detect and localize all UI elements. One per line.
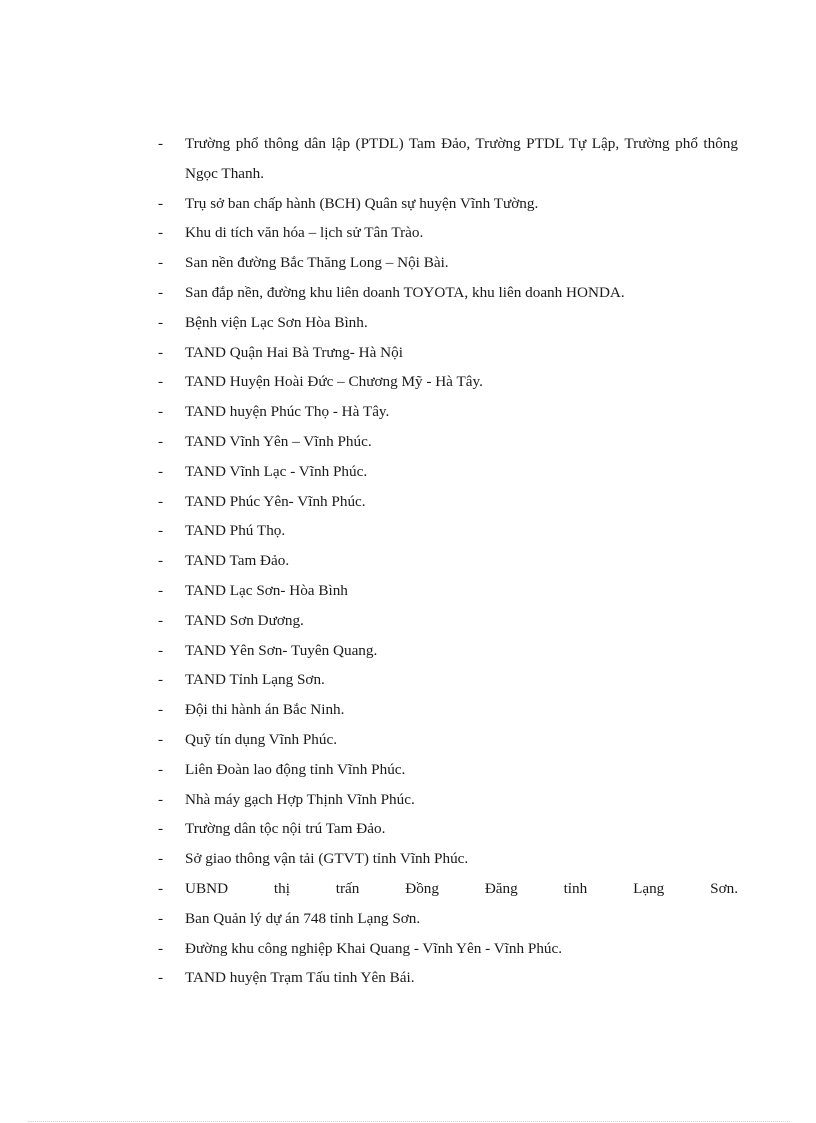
list-bullet: - bbox=[158, 343, 164, 361]
list-item-text: TAND Tỉnh Lạng Sơn. bbox=[185, 671, 325, 689]
list-item-text: San nền đường Bắc Thăng Long – Nội Bài. bbox=[185, 254, 449, 272]
list-item bbox=[158, 636, 738, 666]
list-item bbox=[158, 487, 738, 517]
list-item-text: TAND Sơn Dương. bbox=[185, 611, 304, 629]
list-item-text: TAND Tam Đảo. bbox=[185, 552, 290, 570]
list-bullet: - bbox=[158, 701, 164, 719]
list-item bbox=[158, 278, 738, 308]
list-item-text: Nhà máy gạch Hợp Thịnh Vĩnh Phúc. bbox=[185, 790, 415, 808]
list-item bbox=[158, 308, 738, 338]
list-bullet: - bbox=[158, 850, 164, 868]
list-item bbox=[158, 814, 738, 844]
list-item-text: TAND Yên Sơn- Tuyên Quang. bbox=[185, 641, 378, 659]
list-item-text: TAND Huyện Hoài Đức – Chương Mỹ - Hà Tây. bbox=[185, 373, 483, 391]
list-bullet: - bbox=[158, 432, 164, 450]
list-item-text: Trường dân tộc nội trú Tam Đảo. bbox=[185, 820, 386, 838]
list-bullet: - bbox=[158, 313, 164, 331]
list-item-text: TAND huyện Phúc Thọ - Hà Tây. bbox=[185, 403, 390, 421]
list-item bbox=[158, 248, 738, 278]
list-bullet: - bbox=[158, 135, 164, 152]
list-item-text: TAND Vĩnh Yên – Vĩnh Phúc. bbox=[185, 432, 372, 450]
list-item-text: Trường phổ thông dân lập (PTDL) Tam Đảo, Trường PTDL Tự Lập, Trường phổ thông Ngọc Thanh. bbox=[185, 135, 738, 182]
list-bullet: - bbox=[158, 730, 164, 748]
list-item bbox=[158, 934, 738, 964]
list-bullet: - bbox=[158, 224, 164, 242]
list-bullet: - bbox=[158, 760, 164, 778]
list-item bbox=[158, 397, 738, 427]
list-item-text: Đội thi hành án Bắc Ninh. bbox=[185, 701, 345, 719]
page-bottom-divider bbox=[28, 1121, 790, 1122]
list-item bbox=[158, 189, 738, 219]
list-item bbox=[158, 904, 738, 934]
list-item bbox=[158, 695, 738, 725]
list-bullet: - bbox=[158, 939, 164, 957]
list-item-text: Trụ sở ban chấp hành (BCH) Quân sự huyện Vĩnh Tường. bbox=[185, 194, 539, 212]
list-bullet: - bbox=[158, 283, 164, 301]
list-bullet: - bbox=[158, 820, 164, 838]
list-item-text: Ban Quản lý dự án 748 tỉnh Lạng Sơn. bbox=[185, 909, 421, 927]
list-item-text: Khu di tích văn hóa – lịch sử Tân Trào. bbox=[185, 224, 424, 242]
list-item bbox=[158, 129, 738, 189]
list-bullet: - bbox=[158, 194, 164, 212]
list-item bbox=[158, 367, 738, 397]
list-item bbox=[158, 755, 738, 785]
list-bullet: - bbox=[158, 581, 164, 599]
list-item bbox=[158, 606, 738, 636]
list-bullet: - bbox=[158, 969, 164, 987]
list-bullet: - bbox=[158, 522, 164, 540]
list-item-text: Bệnh viện Lạc Sơn Hòa Bình. bbox=[185, 313, 368, 331]
list-item-text: Liên Đoàn lao động tỉnh Vĩnh Phúc. bbox=[185, 760, 406, 778]
list-item bbox=[158, 665, 738, 695]
list-bullet: - bbox=[158, 254, 164, 272]
list-item-text: TAND Lạc Sơn- Hòa Bình bbox=[185, 581, 348, 599]
list-item bbox=[158, 725, 738, 755]
list-item bbox=[158, 785, 738, 815]
list-bullet: - bbox=[158, 403, 164, 421]
list-bullet: - bbox=[158, 879, 164, 897]
list-bullet: - bbox=[158, 909, 164, 927]
project-list bbox=[158, 129, 738, 993]
list-item bbox=[158, 844, 738, 874]
list-item-text: Quỹ tín dụng Vĩnh Phúc. bbox=[185, 730, 338, 748]
list-item-text: TAND Quận Hai Bà Trưng- Hà Nội bbox=[185, 343, 403, 361]
list-bullet: - bbox=[158, 611, 164, 629]
list-item bbox=[158, 218, 738, 248]
list-item bbox=[158, 874, 738, 904]
list-item bbox=[158, 516, 738, 546]
list-item-text: UBND thị trấn Đồng Đăng tỉnh Lạng Sơn. bbox=[185, 879, 738, 897]
list-item-text: Đường khu công nghiệp Khai Quang - Vĩnh Yên - Vĩnh Phúc. bbox=[185, 939, 563, 957]
list-item-text: San đắp nền, đường khu liên doanh TOYOTA, khu liên doanh HONDA. bbox=[185, 283, 625, 301]
list-bullet: - bbox=[158, 790, 164, 808]
list-bullet: - bbox=[158, 552, 164, 570]
list-item bbox=[158, 457, 738, 487]
list-item-text: TAND Phúc Yên- Vĩnh Phúc. bbox=[185, 492, 366, 510]
list-item bbox=[158, 427, 738, 457]
list-bullet: - bbox=[158, 671, 164, 689]
list-bullet: - bbox=[158, 462, 164, 480]
list-item bbox=[158, 576, 738, 606]
list-item bbox=[158, 963, 738, 993]
list-bullet: - bbox=[158, 373, 164, 391]
list-bullet: - bbox=[158, 492, 164, 510]
list-item-text: Sở giao thông vận tải (GTVT) tỉnh Vĩnh Phúc. bbox=[185, 850, 469, 868]
list-item-text: TAND Phú Thọ. bbox=[185, 522, 286, 540]
list-item-text: TAND huyện Trạm Tấu tỉnh Yên Bái. bbox=[185, 969, 415, 987]
list-bullet: - bbox=[158, 641, 164, 659]
list-item bbox=[158, 546, 738, 576]
list-item-text: TAND Vĩnh Lạc - Vĩnh Phúc. bbox=[185, 462, 368, 480]
list-item bbox=[158, 338, 738, 368]
